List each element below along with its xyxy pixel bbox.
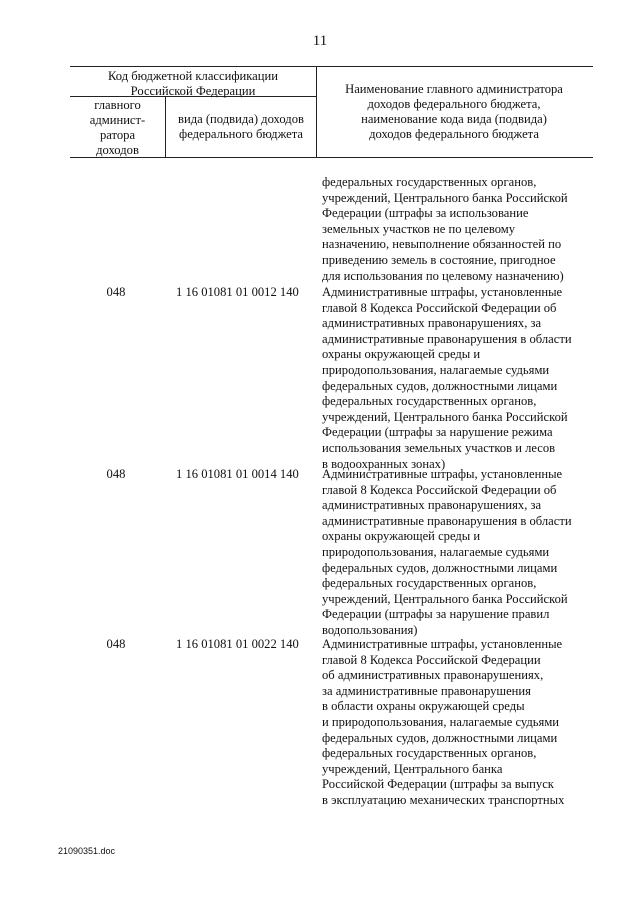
table-row-name: Административные штрафы, установленные главой 8 Кодекса Российской Федерации об административных правонарушениях, за административные правонарушения в области охраны окружающей среды и природопользования, налагаемые судьями федеральных судов, должностными лицами федеральных государственных органов, учреждений, Центрального банка Российской Федерации (штрафы за выпуск в эксплуатацию механических транспортных bbox=[322, 637, 565, 807]
table-row-name: федеральных государственных органов, учреждений, Центрального банка Российской Федерации (штрафы за использование земельных участков не по целевому назначению, невыполнение обязанностей по приведению земель в состояние, пригодное для использования по целевому назначению) bbox=[322, 175, 568, 283]
header-col-name: Наименование главного администратора доходов федерального бюджета, наименование кода вида (подвида) доходов федерального бюджета bbox=[345, 82, 563, 141]
document-filename: 21090351.doc bbox=[58, 846, 116, 856]
table-row-admin: 048 bbox=[106, 467, 126, 481]
table-row-code: 1 16 01081 01 0012 140 bbox=[176, 285, 299, 299]
header-top-rule bbox=[70, 66, 593, 67]
table-row-name: Административные штрафы, установленные главой 8 Кодекса Российской Федерации об административных правонарушениях, за административные правонарушения в области охраны окружающей среды и природопользования, налагаемые судьями федеральных судов, должностными лицами федеральных государственных органов, учреждений, Центрального банка Российской Федерации (штрафы за нарушение правил водопользования) bbox=[322, 467, 572, 637]
table-row-name: Административные штрафы, установленные главой 8 Кодекса Российской Федерации об административных правонарушениях, за административные правонарушения в области охраны окружающей среды и природопользования, налагаемые судьями федеральных судов, должностными лицами федеральных государственных органов, учреждений, Центрального банка Российской Федерации (штрафы за нарушение режима использования земельных участков и лесов в водоохранных зонах) bbox=[322, 285, 572, 471]
table-row-code: 1 16 01081 01 0014 140 bbox=[176, 467, 299, 481]
table-row-code: 1 16 01081 01 0022 140 bbox=[176, 637, 299, 651]
table-row-admin: 048 bbox=[106, 637, 126, 651]
header-divider-code-name bbox=[316, 66, 317, 157]
header-col-admin: главного админист- ратора доходов bbox=[89, 98, 146, 157]
page-number: 11 bbox=[312, 33, 328, 49]
header-group-title: Код бюджетной классификации Российской Федерации bbox=[108, 69, 278, 98]
table-row-admin: 048 bbox=[106, 285, 126, 299]
header-col-code: вида (подвида) доходов федерального бюджета bbox=[178, 112, 304, 141]
